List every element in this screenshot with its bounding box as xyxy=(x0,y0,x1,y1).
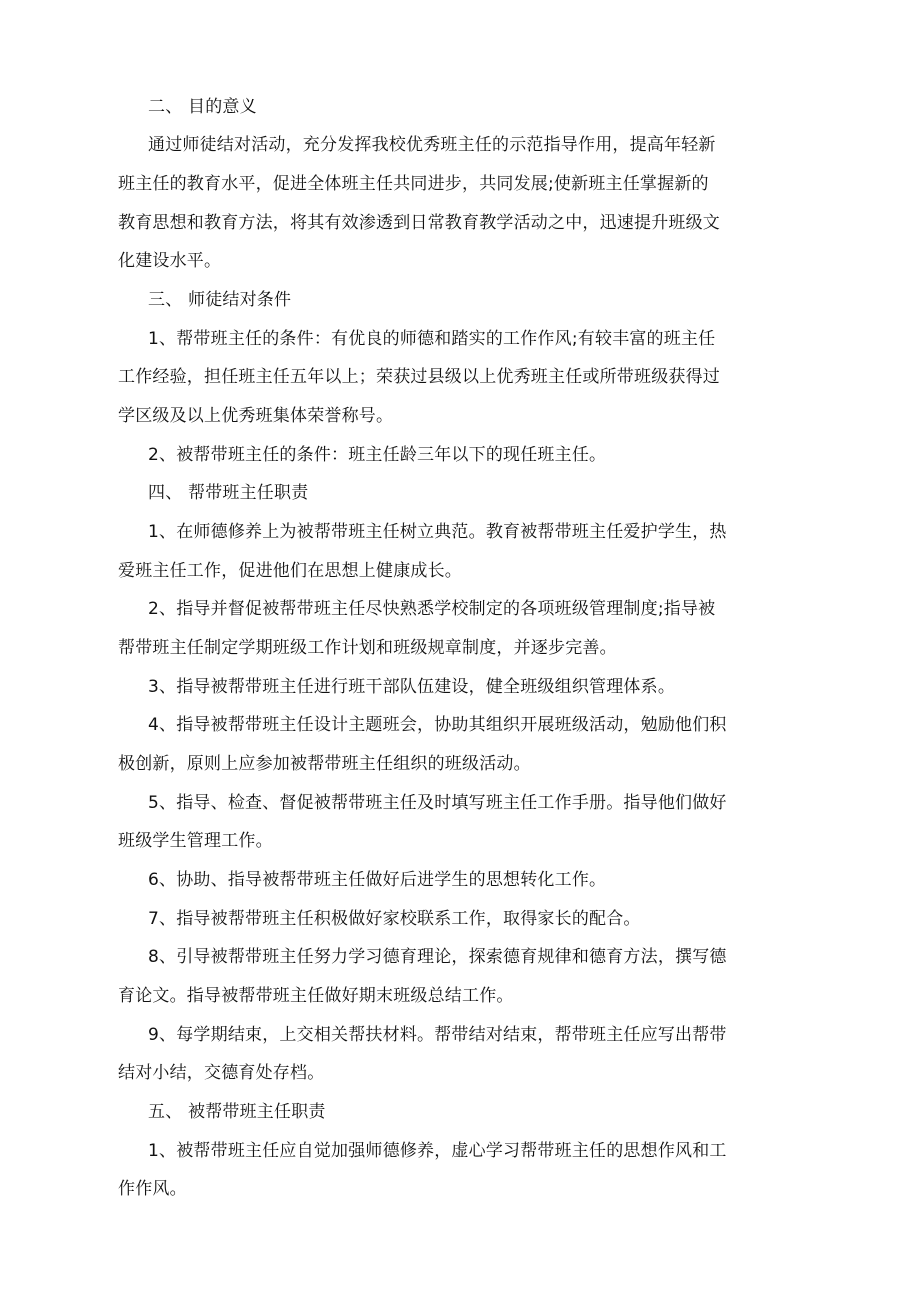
paragraph-line: 1、被帮带班主任应自觉加强师德修养，虚心学习帮带班主任的思想作风和工 xyxy=(148,1141,727,1161)
paragraph-line: 结对小结，交德育处存档。 xyxy=(118,1063,325,1083)
paragraph-line: 学区级及以上优秀班集体荣誉称号。 xyxy=(118,406,394,426)
paragraph-line: 8、引导被帮带班主任努力学习德育理论，探索德育规律和德育方法，撰写德 xyxy=(148,947,727,967)
paragraph-line: 育论文。指导被帮带班主任做好期末班级总结工作。 xyxy=(118,986,514,1006)
paragraph-line: 工作经验，担任班主任五年以上；荣获过县级以上优秀班主任或所带班级获得过 xyxy=(118,367,720,387)
paragraph-line: 9、每学期结束，上交相关帮扶材料。帮带结对结束，帮带班主任应写出帮带 xyxy=(148,1025,727,1045)
paragraph-line: 化建设水平。 xyxy=(118,251,222,271)
paragraph-line: 3、指导被帮带班主任进行班干部队伍建设，健全班级组织管理体系。 xyxy=(148,677,676,697)
paragraph-line: 1、在师德修养上为被帮带班主任树立典范。教育被帮带班主任爱护学生，热 xyxy=(148,522,727,542)
paragraph-line: 2、被帮带班主任的条件：班主任龄三年以下的现任班主任。 xyxy=(148,445,607,465)
section-heading-2: 二、 目的意义 xyxy=(148,97,257,117)
section-heading-4: 四、 帮带班主任职责 xyxy=(148,483,309,503)
paragraph-line: 教育思想和教育方法，将其有效渗透到日常教育教学活动之中，迅速提升班级文 xyxy=(118,213,720,233)
paragraph-line: 1、帮带班主任的条件：有优良的师德和踏实的工作作风;有较丰富的班主任 xyxy=(148,329,716,349)
paragraph-line: 7、指导被帮带班主任积极做好家校联系工作，取得家长的配合。 xyxy=(148,909,641,929)
paragraph-line: 爱班主任工作，促进他们在思想上健康成长。 xyxy=(118,561,462,581)
section-heading-5: 五、 被帮带班主任职责 xyxy=(148,1102,326,1122)
paragraph-line: 2、指导并督促被帮带班主任尽快熟悉学校制定的各项班级管理制度;指导被 xyxy=(148,599,716,619)
paragraph-line: 4、指导被帮带班主任设计主题班会，协助其组织开展班级活动，勉励他们积 xyxy=(148,715,727,735)
paragraph-line: 通过师徒结对活动，充分发挥我校优秀班主任的示范指导作用，提高年轻新 xyxy=(148,135,716,155)
paragraph-line: 作作风。 xyxy=(118,1179,187,1199)
paragraph-line: 班主任的教育水平，促进全体班主任共同进步，共同发展;使新班主任掌握新的 xyxy=(118,174,709,194)
section-heading-3: 三、 师徒结对条件 xyxy=(148,290,292,310)
paragraph-line: 极创新，原则上应参加被帮带班主任组织的班级活动。 xyxy=(118,754,531,774)
paragraph-line: 5、指导、检查、督促被帮带班主任及时填写班主任工作手册。指导他们做好 xyxy=(148,793,727,813)
paragraph-line: 帮带班主任制定学期班级工作计划和班级规章制度，并逐步完善。 xyxy=(118,638,617,658)
paragraph-line: 班级学生管理工作。 xyxy=(118,831,273,851)
paragraph-line: 6、协助、指导被帮带班主任做好后进学生的思想转化工作。 xyxy=(148,870,607,890)
